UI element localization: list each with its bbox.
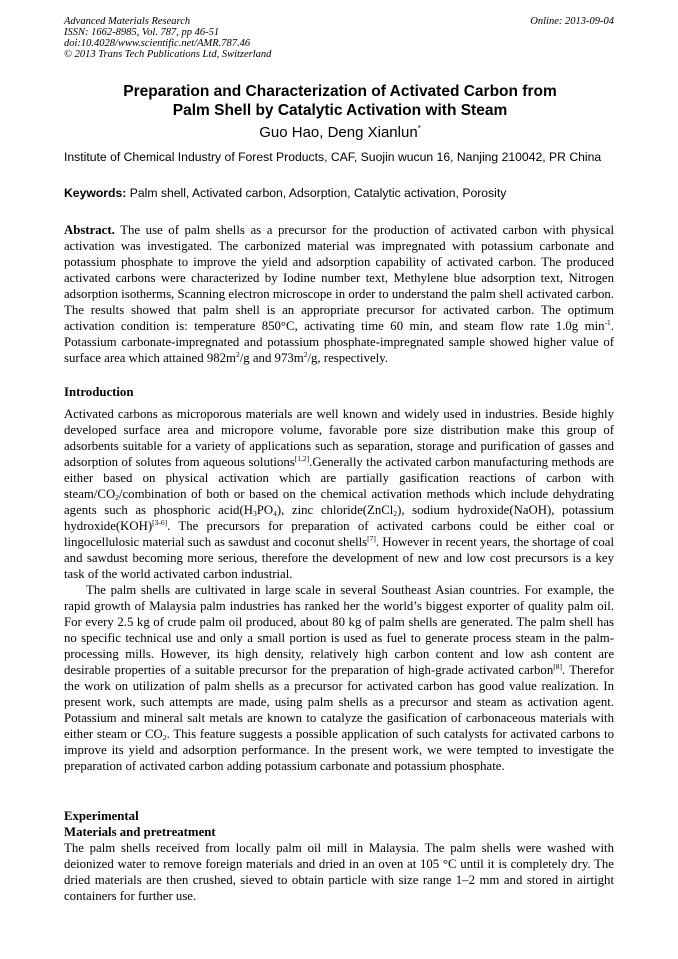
affiliation: Institute of Chemical Industry of Forest Products, CAF, Suojin wucun 16, Nanjing 210042, PR China — [64, 150, 602, 164]
introduction-heading: Introduction — [64, 385, 134, 399]
body-text: .Generally the activated carbon manufacturing methods are either based on physical activation which are partially gasification reactions of carbon with steam/CO — [64, 455, 614, 501]
body-text: . However in recent years, the shortage of coal and sawdust becoming more serious, therefore the development of new and low cost precursors is a key task of the world activated carbon industrial. — [64, 535, 614, 581]
abstract-label: Abstract. — [64, 223, 115, 237]
subscript: 2 — [115, 493, 119, 502]
experimental-body — [64, 840, 614, 904]
subscript: 2 — [162, 733, 167, 742]
abstract-text: . Potassium carbonate-impregnated and potassium phosphate-impregnated sample showed higher value of surface area which attained 982m — [64, 319, 614, 365]
paper-title — [64, 82, 616, 120]
subscript: 2 — [393, 509, 398, 518]
body-text: PO — [256, 503, 274, 517]
abstract-sup: 2 — [235, 350, 240, 359]
keywords — [64, 186, 624, 201]
abstract-text: /g and 973m — [239, 351, 304, 365]
issn-line: ISSN: 1662-8985, Vol. 787, pp 46-51 — [64, 27, 220, 38]
body-text: . Therefor the work on utilization of palm shells as a precursor for activated carbon has good value realization. In present work, such attempts are made, using palm shells as a precursor and steam as activation agent. Potassium and mineral salt metals are known to catalyze the gasification of carbonaceous materials with either steam or CO — [64, 663, 614, 741]
introduction-paragraph-2 — [64, 582, 614, 774]
copyright-line: © 2013 Trans Tech Publications Ltd, Switzerland — [64, 49, 272, 60]
body-text: ), sodium hydroxide(NaOH), potassium hydroxide(KOH) — [64, 503, 615, 533]
abstract-sup: -1 — [604, 318, 611, 327]
authors — [64, 124, 616, 142]
introduction-body — [64, 406, 614, 774]
introduction-paragraph-1 — [64, 406, 614, 582]
online-date: Online: 2013-09-04 — [530, 16, 614, 27]
citation: [8] — [553, 662, 562, 671]
abstract-text: /g, respectively. — [307, 351, 388, 365]
title-line-1: Preparation and Characterization of Activated Carbon from — [123, 83, 557, 100]
materials-subheading: Materials and pretreatment — [64, 825, 216, 839]
experimental-heading: Experimental — [64, 809, 139, 823]
citation: [1,2] — [294, 454, 310, 463]
materials-paragraph: The palm shells received from locally palm oil mill in Malaysia. The palm shells were washed with deionized water to remove foreign materials and dried in an oven at 105 °C until it is completely dry. The dried materials are then crushed, sieved to obtain particle with size range 1–2 mm and stored in airtight containers for further use. — [64, 841, 614, 903]
body-text: /combination of both or based on the chemical activation methods which include dehydrating agents such as phosphoric acid(H — [64, 487, 614, 517]
abstract — [64, 222, 614, 366]
body-text: Activated carbons as microporous materials are well known and widely used in industries. Beside highly developed surface area and micropore volume, favorable pore size distribution make this group of adsorbents suitable for a variety of applications such as separation, storage and purification of gasses and adsorption of solutes from aqueous solutions — [64, 407, 614, 469]
keywords-text: Palm shell, Activated carbon, Adsorption, Catalytic activation, Porosity — [129, 186, 507, 200]
body-text: ), zinc chloride(ZnCl — [276, 503, 394, 517]
citation: [3-6] — [152, 518, 168, 527]
author-names: Guo Hao, Deng Xianlun — [259, 124, 418, 141]
subscript: 3 — [252, 509, 257, 518]
body-text: . The precursors for preparation of activated carbons could be either coal or lingocellulosic material such as sawdust and coconut shells — [64, 519, 614, 549]
abstract-sup: 2 — [303, 350, 308, 359]
body-text: . This feature suggests a possible application of such catalysts for activated carbons to improve its yield and adsorption performance. In the present work, we were tempted to investigate the preparation of activated carbon adding potassium carbonate and potassium phosphate. — [64, 727, 615, 773]
abstract-text: The use of palm shells as a precursor for the production of activated carbon with physical activation was investigated. The carbonized material was impregnated with potassium carbonate and potassium phosphate to improve the yield and adsorption capability of activated carbon. The produced activated carbons were characterized by Iodine number text, Methylene blue adsorption text, Nitrogen adsorption isotherms, Scanning electron microscope in order to understand the palm shell activated carbon. The results showed that palm shell is an appropriate precursor for activated carbon. The optimum activation condition is: temperature 850°C, activating time 60 min, and steam flow rate 1.0g min — [64, 223, 614, 333]
body-text: The palm shells are cultivated in large scale in several Southeast Asian countries. For example, the rapid growth of Malaysia palm industries has ranked her the world’s biggest exporter of quality palm oil. For every 2.5 kg of crude palm oil produced, about 80 kg of palm shells are generated. The palm shell has no specific technical use and only a small portion is used as fuel to generate process steam in the palm-processing mills. However, its high density, relatively high carbon content and low ash content are desirable properties of a suitable precursor for the preparation of high-grade activated carbon — [64, 583, 614, 677]
corresponding-mark: * — [417, 124, 421, 133]
keywords-label: Keywords: — [64, 186, 127, 200]
subscript: 4 — [273, 509, 277, 518]
journal-name: Advanced Materials Research — [64, 16, 191, 27]
journal-header — [64, 16, 271, 60]
doi-line: doi:10.4028/www.scientific.net/AMR.787.46 — [64, 38, 251, 49]
title-line-2: Palm Shell by Catalytic Activation with Steam — [172, 102, 508, 119]
citation: [7] — [367, 534, 376, 543]
